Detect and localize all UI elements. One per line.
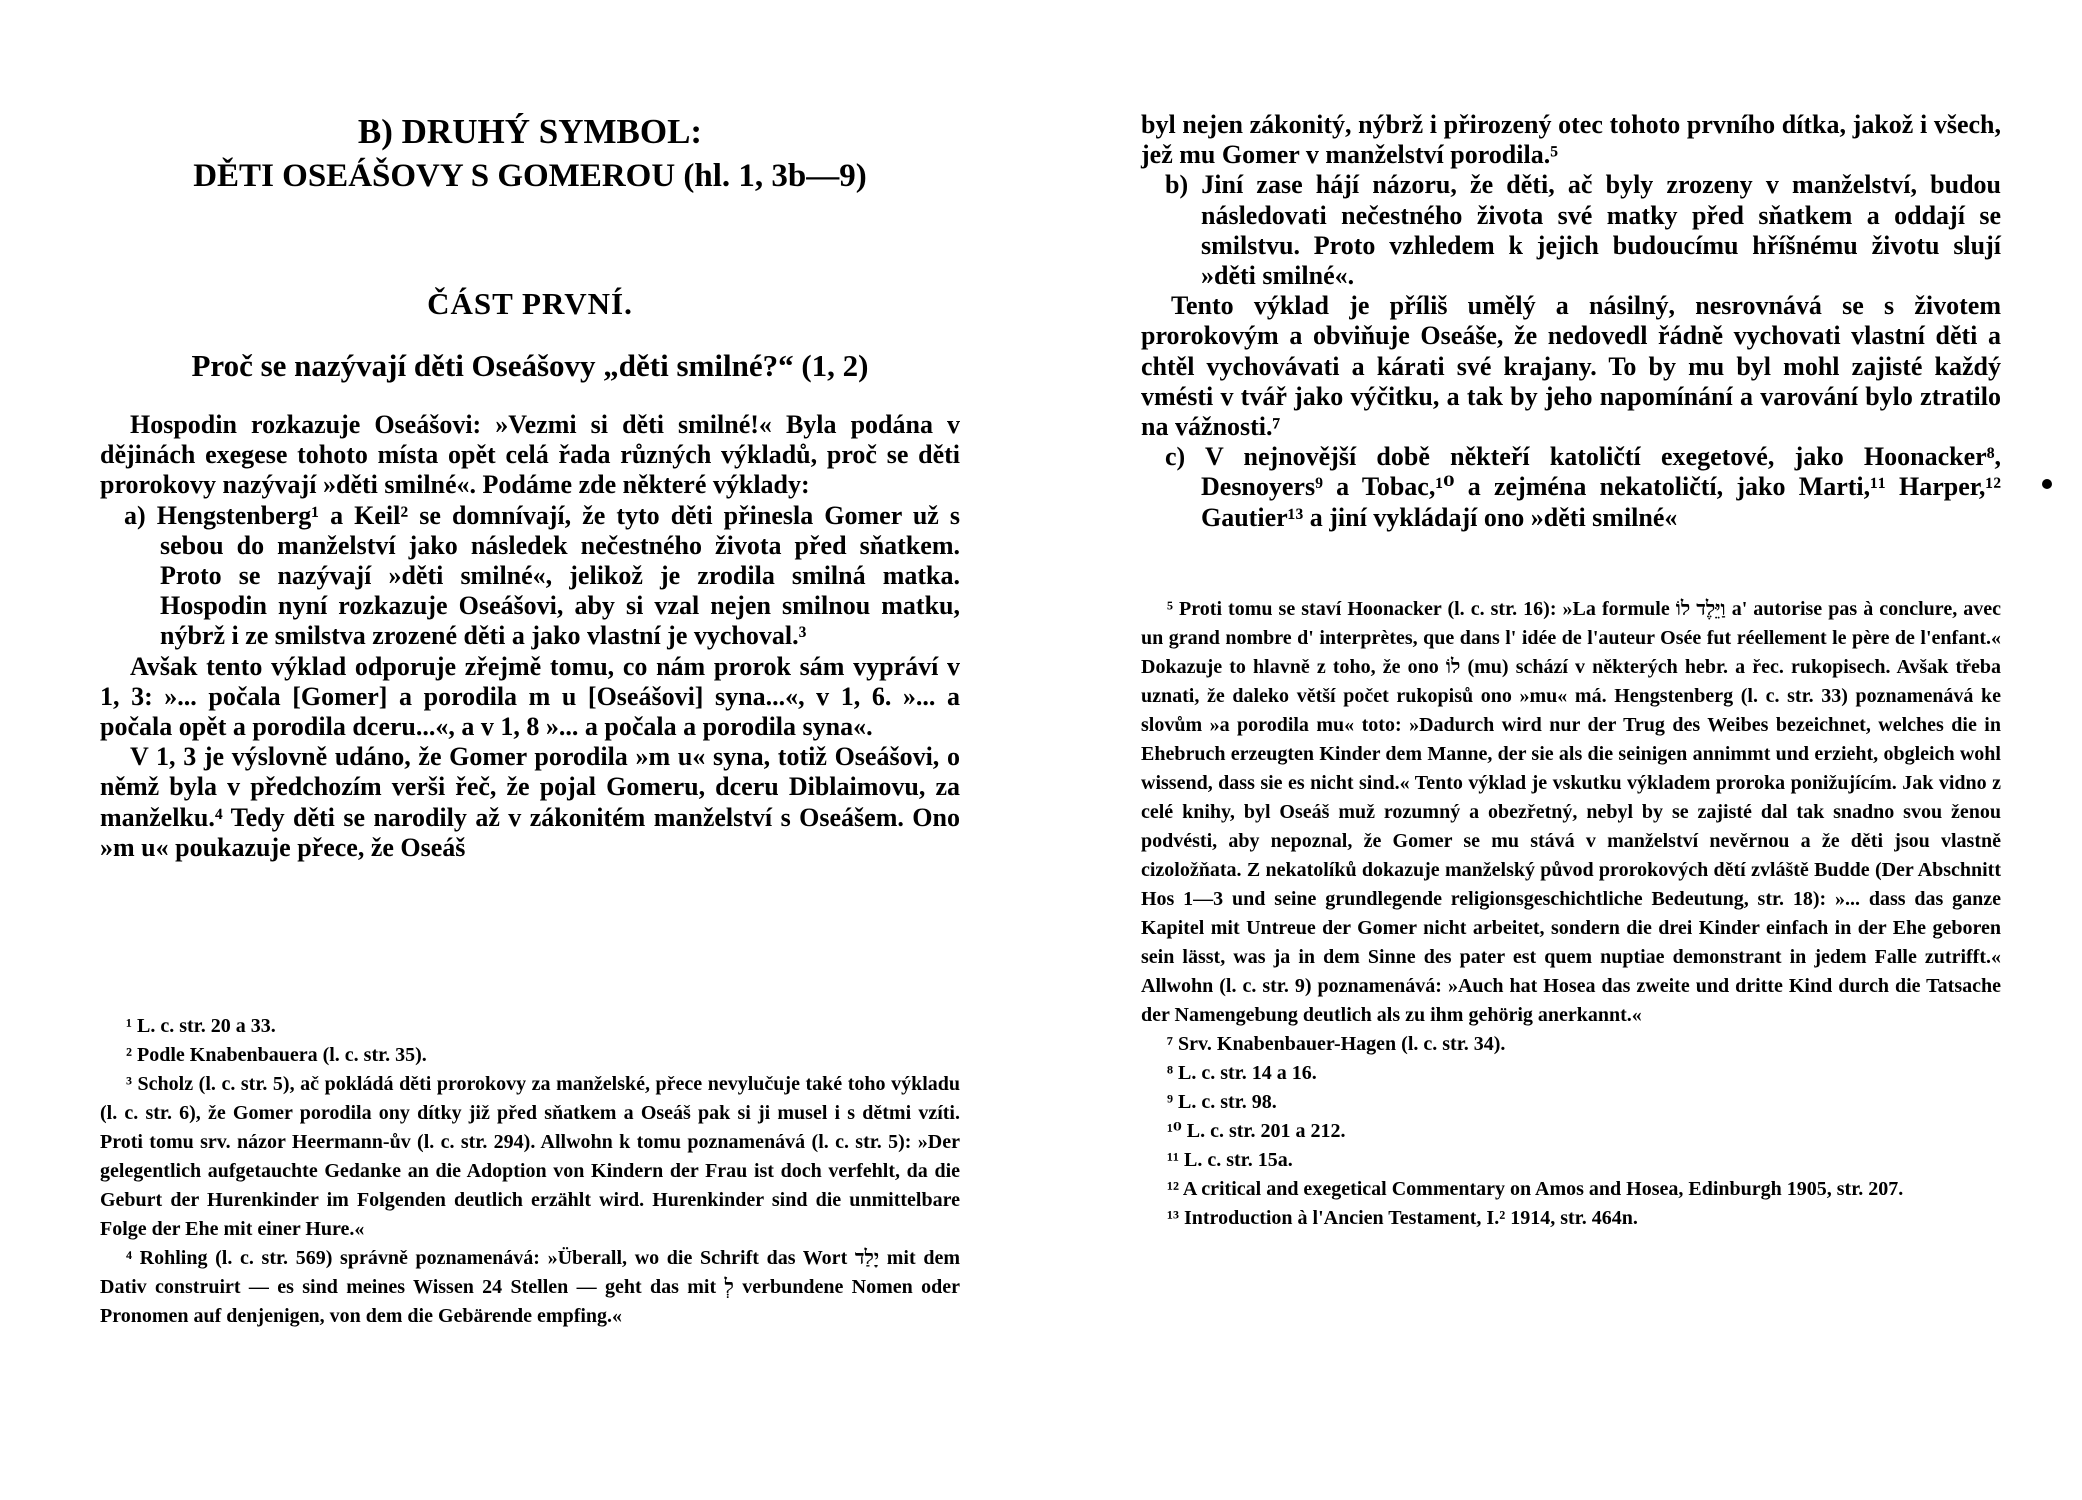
item-b-paragraph: b) Jiní zase hájí názoru, že děti, ač byly zrozeny v manželství, budou následovati nečestného života své matky před sňatkem a oddají se smilstvu. Proto vzhledem k jejich budoucímu hříšnému životu slují »děti smilné«. — [1165, 170, 2001, 291]
footnote-3: ³ Scholz (l. c. str. 5), ač pokládá děti prorokovy za manželské, přece nevylučuje také toho výkladu (l. c. str. 6), že Gomer porodila ony dítky již před sňatkem a Oseáš pak si ji musel i s dětmi vzíti. Proti tomu srv. názor Heermann-ův (l. c. str. 294). Allwohn k tomu poznamenává (l. c. str. 5): »Der gelegentlich aufgetauchte Gedanke an die Adoption von Kindern der Frau ist doch verfehlt, da die Geburt der Hurenkinder im Folgenden deutlich erzählt wird. Hurenkinder sind die unmittelbare Folge der Ehe mit einer Hure.« — [100, 1073, 960, 1240]
footnote-2: ² Podle Knabenbauera (l. c. str. 35). — [126, 1044, 427, 1066]
left-body-text — [100, 410, 960, 863]
question-title: Proč se nazývají děti Oseášovy „děti smilné?“ (1, 2) — [191, 348, 869, 383]
right-body-text — [1141, 110, 2001, 533]
intro-paragraph: Hospodin rozkazuje Oseášovi: »Vezmi si děti smilné!« Byla podána v dějinách exegese tohoto místa opět celá řada různých výkladů, proč se děti prorokovy nazývají »děti smilné«. Podáme zde některé výklady: — [100, 410, 960, 500]
paragraph-tento: Tento výklad je příliš umělý a násilný, nesrovnává se s životem prorokovým a obviňuje Oseáše, že nedovedl řádně vychovati vlastní děti a chtěl vychovávati a kárati své krajany. To by mu byl mohl zajisté každý vmésti v tvář jako výčitku, a tak by jeho napomínání a varování bylo ztratilo na vážnosti.⁷ — [1141, 291, 2001, 442]
right-footnotes — [1141, 595, 2001, 1233]
footnote-10: ¹⁰ L. c. str. 201 a 212. — [1167, 1120, 1346, 1142]
item-c-paragraph: c) V nejnovější době někteří katoličtí exegetové, jako Hoonacker⁸, Desnoyers⁹ a Tobac,¹⁰ a zejména nekatoličtí, jako Marti,¹¹ Harper,¹² Gautier¹³ a jiní vykládají ono »děti smilné« — [1165, 442, 2001, 532]
footnote-8: ⁸ L. c. str. 14 a 16. — [1167, 1062, 1317, 1084]
footnote-12: ¹² A critical and exegetical Commentary on Amos and Hosea, Edinburgh 1905, str. 207. — [1167, 1178, 1904, 1200]
footnote-13: ¹³ Introduction à l'Ancien Testament, I.² 1914, str. 464n. — [1167, 1207, 1638, 1229]
footnote-9: ⁹ L. c. str. 98. — [1167, 1091, 1277, 1113]
section-subheading: DĚTI OSEÁŠOVY S GOMEROU (hl. 1, 3b—9) — [193, 158, 867, 194]
continuation-paragraph: byl nejen zákonitý, nýbrž i přirozený otec tohoto prvního dítka, jakož i všech, jež mu Gomer v manželství porodila.⁵ — [1141, 110, 2001, 170]
left-footnotes — [100, 1012, 960, 1331]
footnote-5: ⁵ Proti tomu se staví Hoonacker (l. c. str. 16): »La formule וַיֵּלֶד לוֹ a' autorise pas à conclure, avec un grand nombre d' interprètes, que dans l' idée de l'auteur Osée fut réellement le père de l'enfant.« Dokazuje to hlavně z toho, že ono לוֹ (mu) schází v některých hebr. a řec. rukopisech. Avšak třeba uznati, že daleko větší počet rukopisů ono »mu« má. Hengstenberg (l. c. str. 33) poznamenává ke slovům »a porodila mu« toto: »Dadurch wird nur der Trug des Weibes bezeichnet, welches die in Ehebruch erzeugten Kinder dem Manne, der sie als die seinigen annimmt und erzieht, obgleich wohl wissend, dass sie es nicht sind.« Tento výklad je vskutku výkladem proroka ponižujícím. Jak vidno z celé knihy, byl Oseáš muž rozumný a obezřetný, nebyl by se zajisté dal tak snadno svou ženou podvésti, aby nepoznal, že Gomer se mu stává v manželství nevěrnou a že děti jsou vlastně cizoložňata. Z nekatolíků dokazuje manželský původ prorokových dětí zvláště Budde (Der Abschnitt Hos 1—3 und seine grundlegende religionsgeschichtliche Bedeutung, str. 18): »... dass das ganze Kapitel mit Untreue der Gomer nicht arbeitet, sondern die drei Kinder einfach in der Ehe geboren sein lässt, was ja in dem Sinne des pater est quem nuptiae demonstrant in jedem Falle zutrifft.« Allwohn (l. c. str. 9) poznamenává: »Auch hat Hosea das zweite und dritte Kind durch die Tatsache der Namengebung deutlich als zu ihm gehörig anerkannt.« — [1141, 598, 2002, 1026]
paragraph-v-1-3: V 1, 3 je výslovně udáno, že Gomer porodila »m u« syna, totiž Oseášovi, o němž byla v předchozím verši řeč, že pojal Gomeru, dceru Diblaimovu, za manželku.⁴ Tedy děti se narodily až v zákonitém manželství s Oseášem. Ono »m u« poukazuje přece, že Oseáš — [100, 742, 960, 862]
footnote-11: ¹¹ L. c. str. 15a. — [1167, 1149, 1293, 1171]
part-title: ČÁST PRVNÍ. — [427, 286, 633, 321]
footnote-1: ¹ L. c. str. 20 a 33. — [126, 1015, 276, 1037]
footnote-4: ⁴ Rohling (l. c. str. 569) správně poznamenává: »Überall, wo die Schrift das Wort יָלַד mit dem Dativ construirt — es sind meines Wissen 24 Stellen — geht das mit לְ verbundene Nomen oder Pronomen auf denjenigen, von dem die Gebärende empfing.« — [100, 1247, 960, 1327]
paragraph-avsak: Avšak tento výklad odporuje zřejmě tomu, co nám prorok sám vypráví v 1, 3: »... počala [Gomer] a porodila m u [Oseášovi] syna...«, v 1, 6. »... a počala opět a porodila dceru...«, a v 1, 8 »... a počala a porodila syna«. — [100, 651, 960, 742]
section-heading: B) DRUHÝ SYMBOL: — [357, 112, 703, 151]
right-page — [1041, 0, 2082, 1500]
footnote-7: ⁷ Srv. Knabenbauer-Hagen (l. c. str. 34). — [1167, 1033, 1506, 1055]
item-a-paragraph: a) Hengstenberg¹ a Keil² se domnívají, že tyto děti přinesla Gomer už s sebou do manželství jako následek nečestného života před sňatkem. Proto se nazývají »děti smilné«, jelikož je zrodila smilná matka. Hospodin nyní rozkazuje Oseášovi, aby si vzal nejen smilnou matku, nýbrž i ze smilstva zrozené děti a jako vlastní je vychoval.³ — [124, 500, 960, 651]
margin-dot — [2042, 479, 2052, 489]
